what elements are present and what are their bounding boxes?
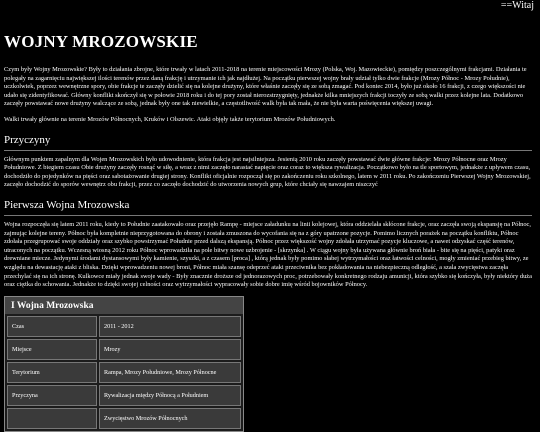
infobox-title: I Wojna Mrozowska [5, 297, 243, 314]
infobox-value: Zwycięstwo Mrozów Północnych [99, 408, 241, 429]
infobox-key: Terytorium [7, 362, 97, 383]
top-navigation [501, 0, 534, 12]
infobox-value: Rampa, Mrozy Południowe, Mrozy Północne [99, 362, 241, 383]
infobox-key [7, 408, 97, 429]
section-divider [4, 150, 532, 151]
page-title: WOJNY MROZOWSKIE [4, 32, 198, 51]
article [4, 24, 532, 297]
infobox-row [7, 316, 241, 337]
causes-paragraph: Głównym punktem zapalnym dla Wojen Mrozowskich było udowodnienie, która frakcja jest najsilniejsza. Jesienią 2010 roku zaczęły powstawać dwie główne frakcje: Mrozy Północne oraz Mrozy Południowe. Z biegiem czasu Obie drużyny zaczęły rosnąć w siłę, a wraz z nimi zaczęło narastać napięcie oraz coraz to większa rywalizacja. Początkowo było na tle sportowym, jednakże z upływem czasu, dochodziło do pojedynków na pięści oraz sabotażowanie drugiej strony. Konflikt oficjalnie rozpoczął się po zakończeniu roku szkolnego, latem w 2011 roku. Po zakończeniu Pierwszej Wojny Mrozowskiej, zaczęło dochodzić do sporów wewnętrz obu frakcji, przez co zaczęło dochodzić do utworzenia nowych grup, które chciały się nawzajem niszczyć [4, 155, 531, 189]
infobox-key: Czas [7, 316, 97, 337]
infobox-row [7, 339, 241, 360]
infobox-row [7, 385, 241, 406]
infobox-value: Rywalizacja między Północą a Południem [99, 385, 241, 406]
section-heading-causes: Przyczyny [4, 133, 51, 146]
infobox-table [5, 314, 243, 431]
infobox-value: 2011 - 2012 [99, 316, 241, 337]
infobox-row [7, 408, 241, 429]
infobox-key: Miejsce [7, 339, 97, 360]
intro-paragraph-2: Walki trwały głównie na terenie Mrozów Północnych, Kruków i Olszewic. Ataki objęły także terytorium Mrozów Południowych. [4, 115, 336, 123]
intro-paragraph: Czym były Wojny Mrozowskie? Były to działania zbrojne, które trwały w latach 2011-2018 na terenie miejscowości Mrozy (Polska, Woj. Mazowieckie), pomiędzy poszczególnymi frakcjami. Działania te polegały na zagarnięciu największej ilości terenów przez daną frakcję i utrzymanie ich jak najdłużej. Na początku pierwszej wojny brały udział tylko dwie frakcje (Mrozy Północ - Mrozy Południe), uczkolwiek, poprzez wewnętrzne spory, obie frakcje te zaczęły dzielić się na kolejne drużyny, które właśnie zaczęły się ze sobą zmagać. Pod koniec 2014, było już około 16 frakcji, z czego większości nie udało się zidentyfikować. Główny konflikt skończył się w połowie 2018 roku i do tej pory został nierozstrzygnięty, jednakże kilka mniejszych frakcji toczyły ze sobą walki przez kolejne lata. Dodatkowo zaczęły powstawać nowe drużyny walczące ze sobą, jednak były one tak niewielkie, a częstotliwość walk była tak mała, że nie była warta poświęcenia większej uwagi. [4, 66, 527, 108]
first-war-paragraph: Wojna rozpoczęła się latem 2011 roku, kiedy to Południe zaatakowało oraz przejęło Rampę - miejsce załadunku na linii kolejowej, która oddzielała skłócone frakcje, oraz zaczęła swoją ekspansję na Północ, zajmując kolejne tereny. Północ była kompletnie nieprzygotowana do obrony i została zmuszona do wycofania się na z góry upatrzone pozycje. Pomimo licznych porażek na początku konfliktu, Północ zdołała przegrupować swoje oddziały oraz szybko powstrzymać Południe przed dalszą ekspansją. Północ przez większość wojny zdołała utrzymać pozycje kluczowe, a nawet odzyskać część terenów, utraconych na początku. Wczesną wiosną 2012 roku Północ wprowadziła na pole bitwy nowe uzbrojenie - [skrzynka] . W ciągu wojny była używana głównie broń biała - bite się na pięści, patyki oraz drewniane miecze. Jedynymi środami dystansowymi były kamienie, szyszki, a z czasem [proca] , którą jednak były pomimo słabej wytrzymałości oraz łatwości celności, mogły zmieniać przebieg bitwy, ze względu na dewastację ataki z bliska. Dzięki wprowadzeniu nowej broni, Północ miała szansę odeprzeć ataki przeciwnika bez pokładowania na niebezpieczną odległość, a szala zwycięstwa zaczęła przechylać się na ich stronę. Kulkowce miały jednak swoje wady - Były znacznie droższe od jednorazowych proc, potrzebowały konkretnego rodzaju amunicji, która szybko się kończyła, były niektóry duża oraz ciężka do schowania. Jednakże to dzięki swojej celności oraz wytrzymałości wypracowały sobie dobre imię wśród bojowników Północy. [4, 220, 532, 289]
infobox-value: Mrozy [99, 339, 241, 360]
section-divider [4, 215, 532, 216]
welcome-link[interactable]: ==Witaj [500, 0, 534, 11]
war-infobox [4, 296, 244, 432]
infobox-row [7, 362, 241, 383]
section-heading-first-war: Pierwsza Wojna Mrozowska [4, 198, 130, 211]
infobox-key: Przyczyna [7, 385, 97, 406]
